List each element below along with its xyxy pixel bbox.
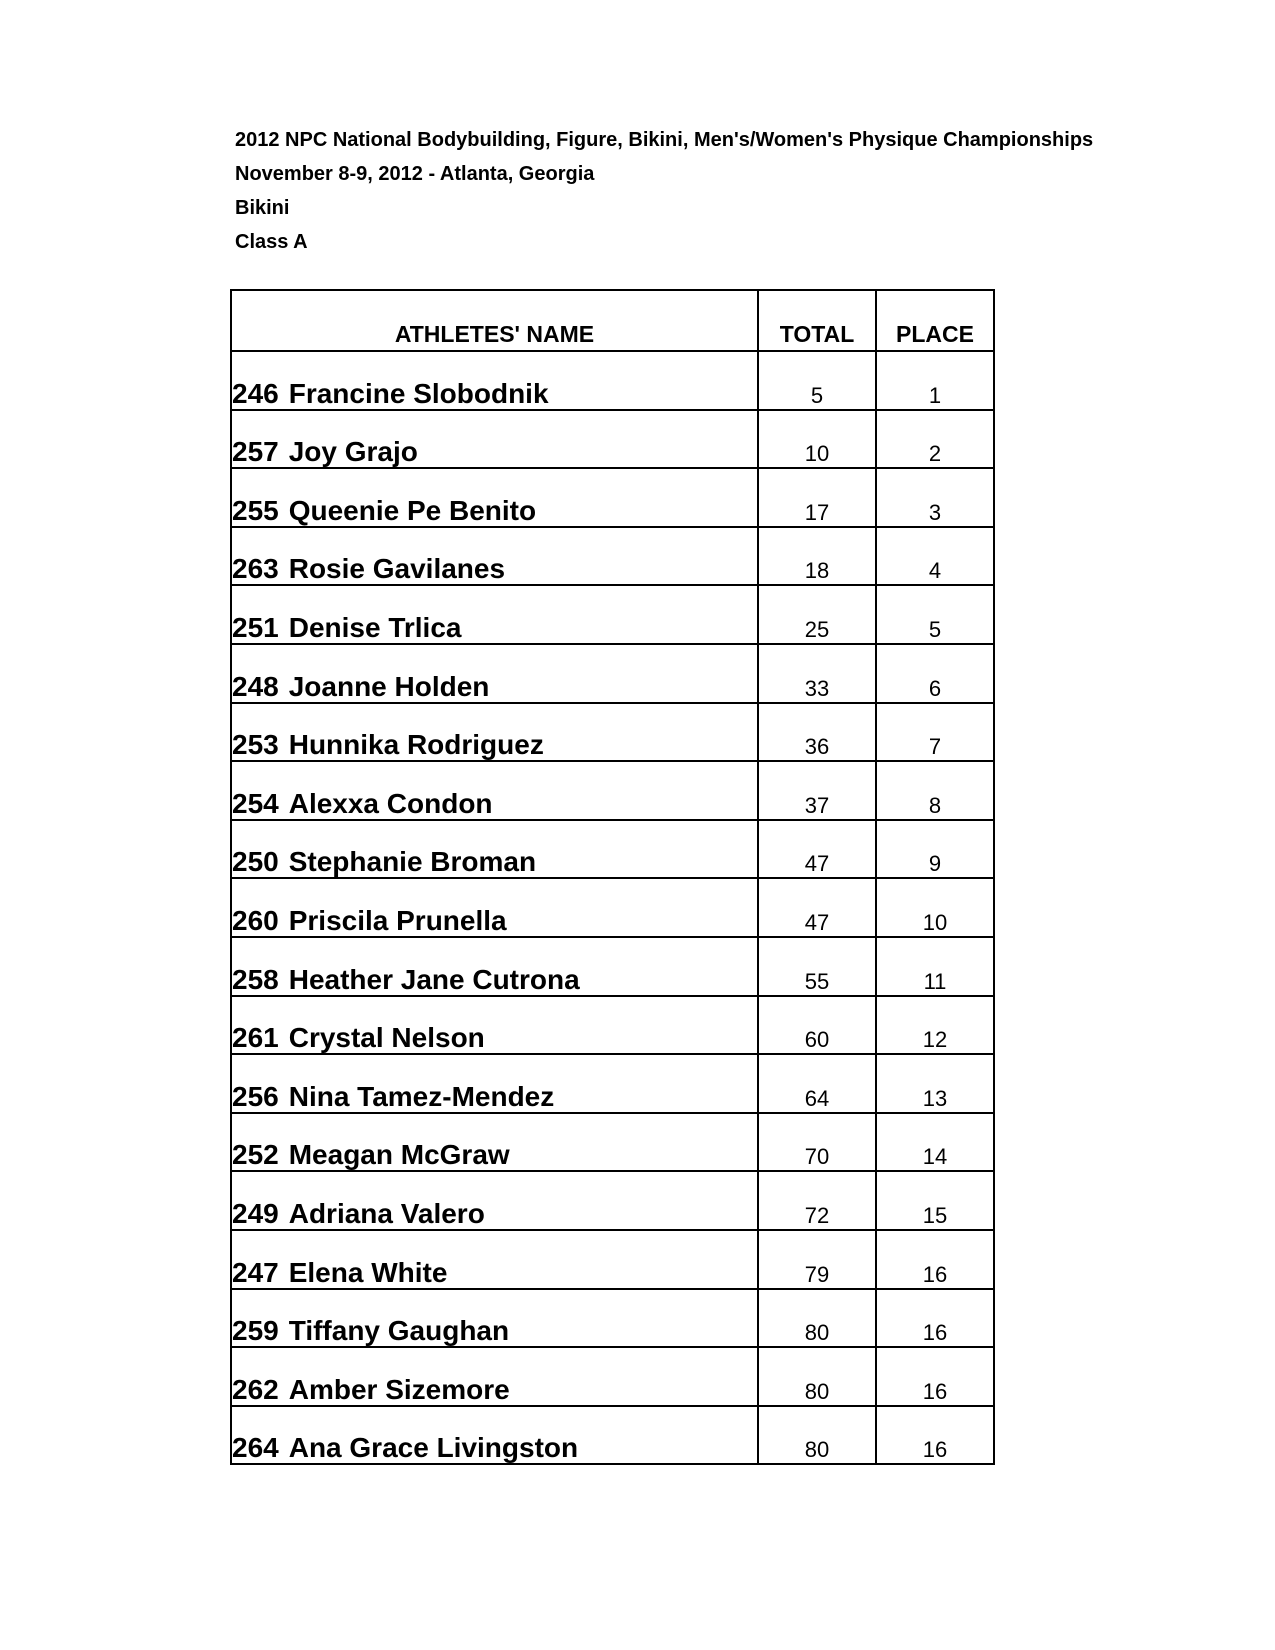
placing: 10 [876,878,994,937]
placing: 1 [876,351,994,410]
column-header-place: PLACE [876,290,994,351]
table-row [231,468,994,527]
column-header-athletes-name: ATHLETES' NAME [231,290,758,351]
placing: 14 [876,1113,994,1172]
athlete-name: Elena White [288,1256,448,1288]
athlete-number: 262 [232,1373,279,1405]
athlete-cell [231,761,758,820]
table-row [231,644,994,703]
total-score: 80 [758,1347,876,1406]
placing: 16 [876,1289,994,1348]
event-dates-location: November 8-9, 2012 - Atlanta, Georgia [235,163,595,185]
athlete-name: Joy Grajo [288,436,418,468]
total-score: 55 [758,937,876,996]
athlete-name: Denise Trlica [288,611,462,643]
athlete-cell [231,351,758,410]
athlete-cell [231,468,758,527]
athlete-name: Joanne Holden [288,670,490,702]
placing: 16 [876,1406,994,1465]
athlete-number: 260 [232,904,279,936]
placing: 16 [876,1347,994,1406]
athlete-cell [231,410,758,469]
placing: 13 [876,1054,994,1113]
table-row [231,878,994,937]
athlete-number: 247 [232,1256,279,1288]
table-row [231,996,994,1055]
athlete-cell [231,996,758,1055]
athlete-number: 257 [232,436,279,468]
athlete-name: Tiffany Gaughan [288,1315,510,1347]
total-score: 10 [758,410,876,469]
placing: 4 [876,527,994,586]
athlete-number: 264 [232,1432,279,1464]
athlete-cell [231,878,758,937]
total-score: 5 [758,351,876,410]
athlete-cell [231,937,758,996]
placing: 11 [876,937,994,996]
placing: 8 [876,761,994,820]
placing: 3 [876,468,994,527]
athlete-number: 250 [232,846,279,878]
athlete-name: Stephanie Broman [288,846,537,878]
total-score: 64 [758,1054,876,1113]
athlete-name: Ana Grace Livingston [288,1432,579,1464]
results-table-body [231,351,994,1464]
column-header-total: TOTAL [758,290,876,351]
athlete-name: Nina Tamez-Mendez [288,1080,555,1112]
athlete-number: 259 [232,1315,279,1347]
table-row [231,1054,994,1113]
total-score: 80 [758,1406,876,1465]
table-row [231,1289,994,1348]
athlete-cell [231,1289,758,1348]
athlete-number: 251 [232,611,279,643]
athlete-number: 248 [232,670,279,702]
athlete-number: 249 [232,1197,279,1229]
table-row [231,761,994,820]
table-row [231,703,994,762]
table-row [231,585,994,644]
table-row [231,527,994,586]
results-table [230,289,995,1465]
athlete-cell [231,1113,758,1172]
athlete-name: Adriana Valero [288,1197,485,1229]
total-score: 79 [758,1230,876,1289]
athlete-cell [231,1171,758,1230]
total-score: 47 [758,820,876,879]
total-score: 47 [758,878,876,937]
athlete-name: Hunnika Rodriguez [288,729,544,761]
total-score: 18 [758,527,876,586]
athlete-cell [231,820,758,879]
athlete-cell [231,527,758,586]
athlete-number: 255 [232,494,279,526]
athlete-cell [231,1054,758,1113]
table-row [231,410,994,469]
table-row [231,1230,994,1289]
athlete-cell [231,1347,758,1406]
placing: 5 [876,585,994,644]
athlete-cell [231,1230,758,1289]
athlete-cell [231,1406,758,1465]
athlete-number: 263 [232,553,279,585]
total-score: 25 [758,585,876,644]
athlete-cell [231,585,758,644]
athlete-name: Rosie Gavilanes [288,553,506,585]
total-score: 60 [758,996,876,1055]
athlete-name: Crystal Nelson [288,1022,485,1054]
placing: 9 [876,820,994,879]
athlete-name: Amber Sizemore [288,1373,510,1405]
table-row [231,351,994,410]
total-score: 72 [758,1171,876,1230]
athlete-name: Alexxa Condon [288,787,493,819]
division-label: Bikini [235,197,290,219]
athlete-number: 246 [232,377,279,409]
athlete-number: 256 [232,1080,279,1112]
placing: 6 [876,644,994,703]
athlete-number: 253 [232,729,279,761]
athlete-name: Priscila Prunella [288,904,507,936]
athlete-name: Francine Slobodnik [288,377,549,409]
table-header-row [231,290,994,351]
athlete-number: 258 [232,963,279,995]
athlete-name: Meagan McGraw [288,1139,510,1171]
total-score: 33 [758,644,876,703]
total-score: 80 [758,1289,876,1348]
event-title: 2012 NPC National Bodybuilding, Figure, Bikini, Men's/Women's Physique Championships [235,129,1094,151]
table-row [231,1171,994,1230]
placing: 7 [876,703,994,762]
table-row [231,1113,994,1172]
placing: 15 [876,1171,994,1230]
athlete-name: Heather Jane Cutrona [288,963,580,995]
placing: 2 [876,410,994,469]
athlete-cell [231,703,758,762]
table-row [231,1347,994,1406]
total-score: 17 [758,468,876,527]
table-row [231,820,994,879]
total-score: 37 [758,761,876,820]
athlete-number: 252 [232,1139,279,1171]
athlete-name: Queenie Pe Benito [288,494,537,526]
athlete-cell [231,644,758,703]
athlete-number: 261 [232,1022,279,1054]
class-label: Class A [235,231,308,253]
table-row [231,937,994,996]
table-row [231,1406,994,1465]
total-score: 36 [758,703,876,762]
placing: 16 [876,1230,994,1289]
placing: 12 [876,996,994,1055]
athlete-number: 254 [232,787,279,819]
total-score: 70 [758,1113,876,1172]
